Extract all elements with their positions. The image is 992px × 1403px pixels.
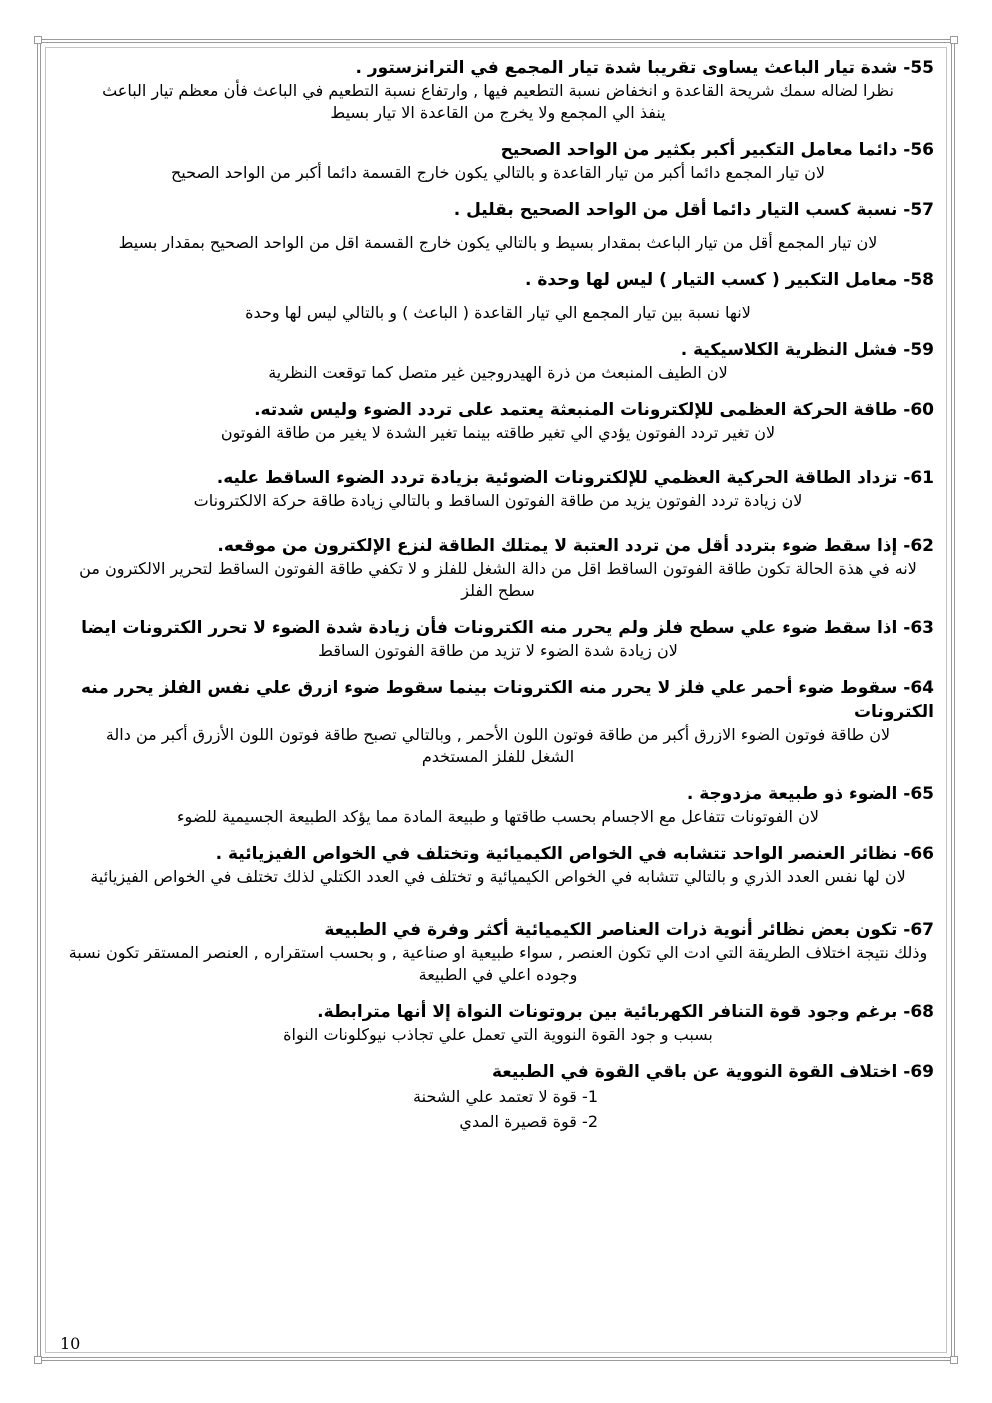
question-item-59 xyxy=(62,338,934,384)
question-item-55 xyxy=(62,56,934,124)
answer-text: لان زيادة شدة الضوء لا تزيد من طاقة الفوتون الساقط xyxy=(318,641,678,660)
answer-text: لانها نسبة بين تيار المجمع الي تيار القاعدة ( الباعث ) و بالتالي ليس لها وحدة xyxy=(245,303,751,322)
question-text: 60- طاقة الحركة العظمى للإلكترونات المنبعثة يعتمد على تردد الضوء وليس شدته. xyxy=(254,400,934,420)
page-number: 10 xyxy=(60,1334,81,1353)
answer-text: لان الطيف المنبعث من ذرة الهيدروجين غير متصل كما توقعت النظرية xyxy=(268,363,728,382)
question-item-67 xyxy=(62,918,934,986)
list-item: 1- قوة لا تعتمد علي الشحنة xyxy=(413,1087,598,1106)
question-text: 63- اذا سقط ضوء علي سطح فلز ولم يحرر منه الكترونات فأن زيادة شدة الضوء لا تحرر الكترونات ايضا xyxy=(81,618,934,638)
answer-text: لان تغير تردد الفوتون يؤدي الي تغير طاقته بينما تغير الشدة لا يغير من طاقة الفوتون xyxy=(220,423,776,442)
answer-text: نظرا لضاله سمك شريحة القاعدة و انخفاض نسبة التطعيم فيها , وارتفاع نسبة التطعيم في الباعث فأن معظم تيار الباعث ينفذ الي المجمع ولا يخرج من القاعدة الا تيار بسيط xyxy=(102,81,894,122)
question-text: 59- فشل النظرية الكلاسيكية . xyxy=(680,340,934,360)
border-corner-ornament xyxy=(950,1356,958,1364)
question-text: 67- تكون بعض نظائر أنوية ذرات العناصر الكيميائية أكثر وفرة في الطبيعة xyxy=(324,920,934,940)
answer-text: لان طاقة فوتون الضوء الازرق أكبر من طاقة فوتون اللون الأحمر , وبالتالي تصبح طاقة فوتون اللون الأزرق أكبر من دالة الشغل للفلز المستخدم xyxy=(105,725,891,766)
list-item: 2- قوة قصيرة المدي xyxy=(459,1112,598,1131)
question-item-65 xyxy=(62,782,934,828)
answer-text: لان الفوتونات تتفاعل مع الاجسام بحسب طاقتها و طبيعة المادة مما يؤكد الطبيعة الجسيمية للضوء xyxy=(177,807,819,826)
question-item-56 xyxy=(62,138,934,184)
question-item-63 xyxy=(62,616,934,662)
answer-text: لان تيار المجمع أقل من تيار الباعث بمقدار بسيط و بالتالي يكون خارج القسمة اقل من الواحد الصحيح بمقدار بسيط xyxy=(118,233,878,252)
question-text: 57- نسبة كسب التيار دائما أقل من الواحد الصحيح بقليل . xyxy=(453,200,934,220)
question-item-66 xyxy=(62,842,934,888)
question-item-68 xyxy=(62,1000,934,1046)
question-item-61 xyxy=(62,466,934,512)
question-item-58 xyxy=(62,268,934,324)
answer-text: لان تيار المجمع دائما أكبر من تيار القاعدة و بالتالي يكون خارج القسمة دائما أكبر من الواحد الصحيح xyxy=(170,163,826,182)
question-item-60 xyxy=(62,398,934,444)
border-corner-ornament xyxy=(950,36,958,44)
answer-text: وذلك نتيجة اختلاف الطريقة التي ادت الي تكون العنصر , سواء طبيعية او صناعية , و بحسب استقراره , العنصر المستقر تكون نسبة وجوده اعلي في الطبيعة xyxy=(68,943,928,984)
answer-text: لان زيادة تردد الفوتون يزيد من طاقة الفوتون الساقط و بالتالي زيادة طاقة حركة الالكترونات xyxy=(193,491,803,510)
question-item-62 xyxy=(62,534,934,602)
question-text: 64- سقوط ضوء أحمر علي فلز لا يحرر منه الكترونات بينما سقوط ضوء ازرق علي نفس الفلز يحرر منه الكترونات xyxy=(80,678,934,722)
question-text: 58- معامل التكبير ( كسب التيار ) ليس لها وحدة . xyxy=(524,270,934,290)
question-item-69 xyxy=(62,1060,934,1134)
question-text: 66- نظائر العنصر الواحد تتشابه في الخواص الكيميائية وتختلف في الخواص الفيزيائية . xyxy=(215,844,934,864)
question-text: 62- إذا سقط ضوء بتردد أقل من تردد العتبة لا يمتلك الطاقة لنزع الإلكترون من موقعه. xyxy=(217,536,934,556)
question-text: 69- اختلاف القوة النووية عن باقي القوة في الطبيعة xyxy=(492,1062,934,1082)
question-text: 61- تزداد الطاقة الحركية العظمي للإلكترونات الضوئية بزيادة تردد الضوء الساقط عليه. xyxy=(216,468,934,488)
question-text: 56- دائما معامل التكبير أكبر بكثير من الواحد الصحيح xyxy=(500,140,934,160)
answer-text: بسبب و جود القوة النووية التي تعمل علي تجاذب نيوكلونات النواة xyxy=(283,1025,713,1044)
border-corner-ornament xyxy=(34,36,42,44)
answer-text: لان لها نفس العدد الذري و بالتالي تتشابه في الخواص الكيميائية و تختلف في العدد الكتلي لذلك تختلف في الخواص الفيزيائية xyxy=(90,867,906,886)
question-text: 68- برغم وجود قوة التنافر الكهربائية بين بروتونات النواة إلا أنها مترابطة. xyxy=(317,1002,934,1022)
question-text: 55- شدة تيار الباعث يساوى تقريبا شدة تيار المجمع في الترانزستور . xyxy=(355,58,934,78)
border-corner-ornament xyxy=(34,1356,42,1364)
question-item-57 xyxy=(62,198,934,254)
question-item-64 xyxy=(62,676,934,768)
document-body xyxy=(62,56,934,1148)
answer-text: لانه في هذة الحالة تكون طاقة الفوتون الساقط اقل من دالة الشغل للفلز و لا تكفي طاقة الفوتون الساقط لتحرير الالكترون من سطح الفلز xyxy=(79,559,917,600)
question-text: 65- الضوء ذو طبيعة مزدوجة . xyxy=(686,784,934,804)
